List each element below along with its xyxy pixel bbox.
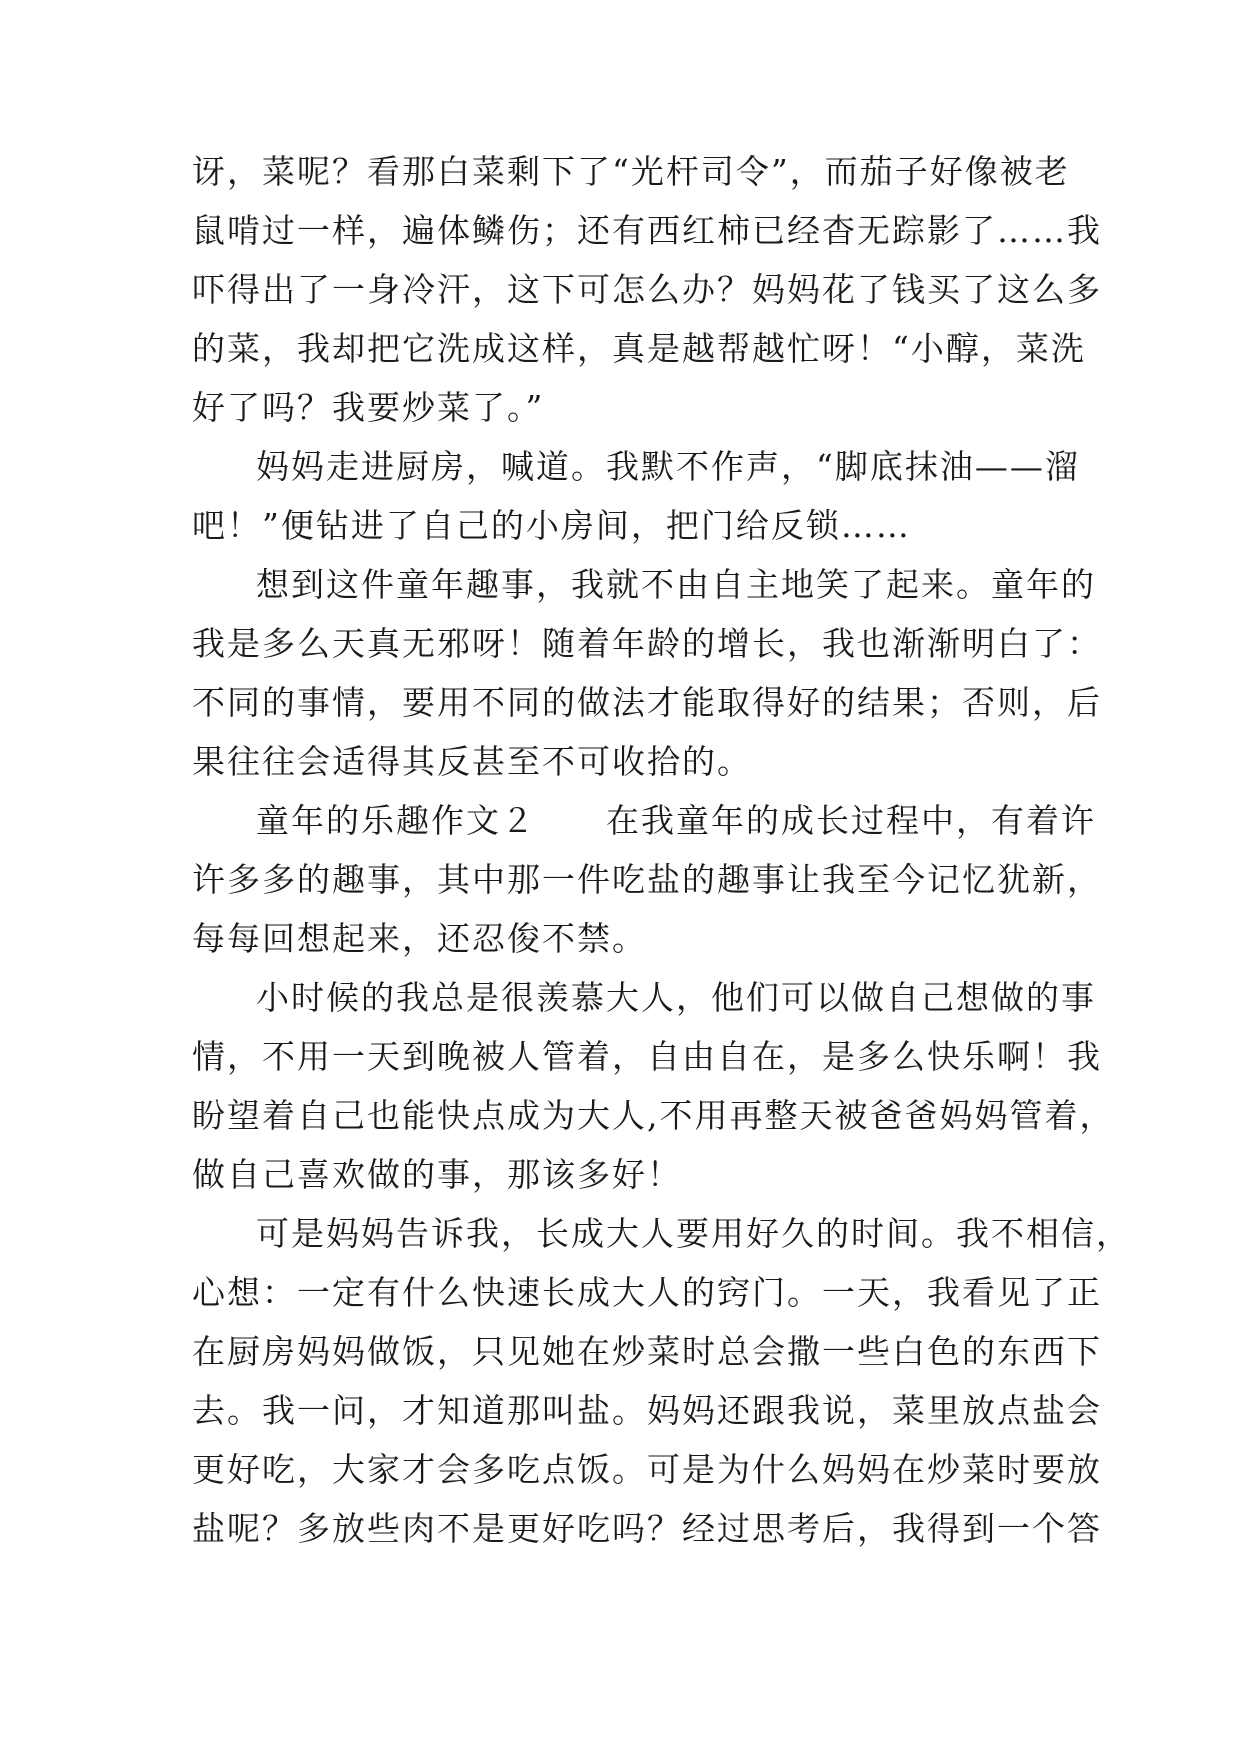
text-line: 盼望着自己也能快点成为大人,不用再整天被爸爸妈妈管着，	[192, 1096, 1115, 1135]
text-line: 做自己喜欢做的事，那该多好！	[192, 1155, 682, 1194]
paragraph-first-line: 可是妈妈告诉我，长成大人要用好久的时间。我不相信，	[256, 1214, 1131, 1253]
text-line: 许多多的趣事，其中那一件吃盐的趣事让我至今记忆犹新，	[192, 860, 1102, 899]
essay-title-line: 童年的乐趣作文２ 在我童年的成长过程中，有着许	[256, 801, 1096, 840]
text-line: 讶，菜呢？看那白菜剩下了“光杆司令”，而茄子好像被老	[192, 152, 1070, 191]
text-line: 更好吃，大家才会多吃点饭。可是为什么妈妈在炒菜时要放	[192, 1450, 1102, 1489]
text-line: 去。我一问，才知道那叫盐。妈妈还跟我说，菜里放点盐会	[192, 1391, 1102, 1430]
text-line: 不同的事情，要用不同的做法才能取得好的结果；否则，后	[192, 683, 1102, 722]
paragraph-first-line: 小时候的我总是很羡慕大人，他们可以做自己想做的事	[256, 978, 1096, 1017]
text-line: 吓得出了一身冷汗，这下可怎么办？妈妈花了钱买了这么多	[192, 270, 1102, 309]
paragraph-first-line: 妈妈走进厨房，喊道。我默不作声，“脚底抹油——溜	[256, 447, 1080, 486]
paragraph-first-line: 想到这件童年趣事，我就不由自主地笑了起来。童年的	[256, 565, 1096, 604]
text-line: 盐呢？多放些肉不是更好吃吗？经过思考后，我得到一个答	[192, 1509, 1102, 1548]
text-line: 果往往会适得其反甚至不可收拾的。	[192, 742, 752, 781]
text-line: 情，不用一天到晚被人管着，自由自在，是多么快乐啊！我	[192, 1037, 1102, 1076]
text-line: 鼠啃过一样，遍体鳞伤；还有西红柿已经杳无踪影了……我	[192, 211, 1102, 250]
text-line: 的菜，我却把它洗成这样，真是越帮越忙呀！“小醇，菜洗	[192, 329, 1086, 368]
text-line: 我是多么天真无邪呀！随着年龄的增长，我也渐渐明白了：	[192, 624, 1102, 663]
text-line: 心想：一定有什么快速长成大人的窍门。一天，我看见了正	[192, 1273, 1102, 1312]
text-line: 每每回想起来，还忍俊不禁。	[192, 919, 647, 958]
text-line: 好了吗？我要炒菜了。”	[192, 388, 545, 427]
text-line: 在厨房妈妈做饭，只见她在炒菜时总会撒一些白色的东西下	[192, 1332, 1102, 1371]
text-line: 吧！”便钻进了自己的小房间，把门给反锁……	[192, 506, 911, 545]
